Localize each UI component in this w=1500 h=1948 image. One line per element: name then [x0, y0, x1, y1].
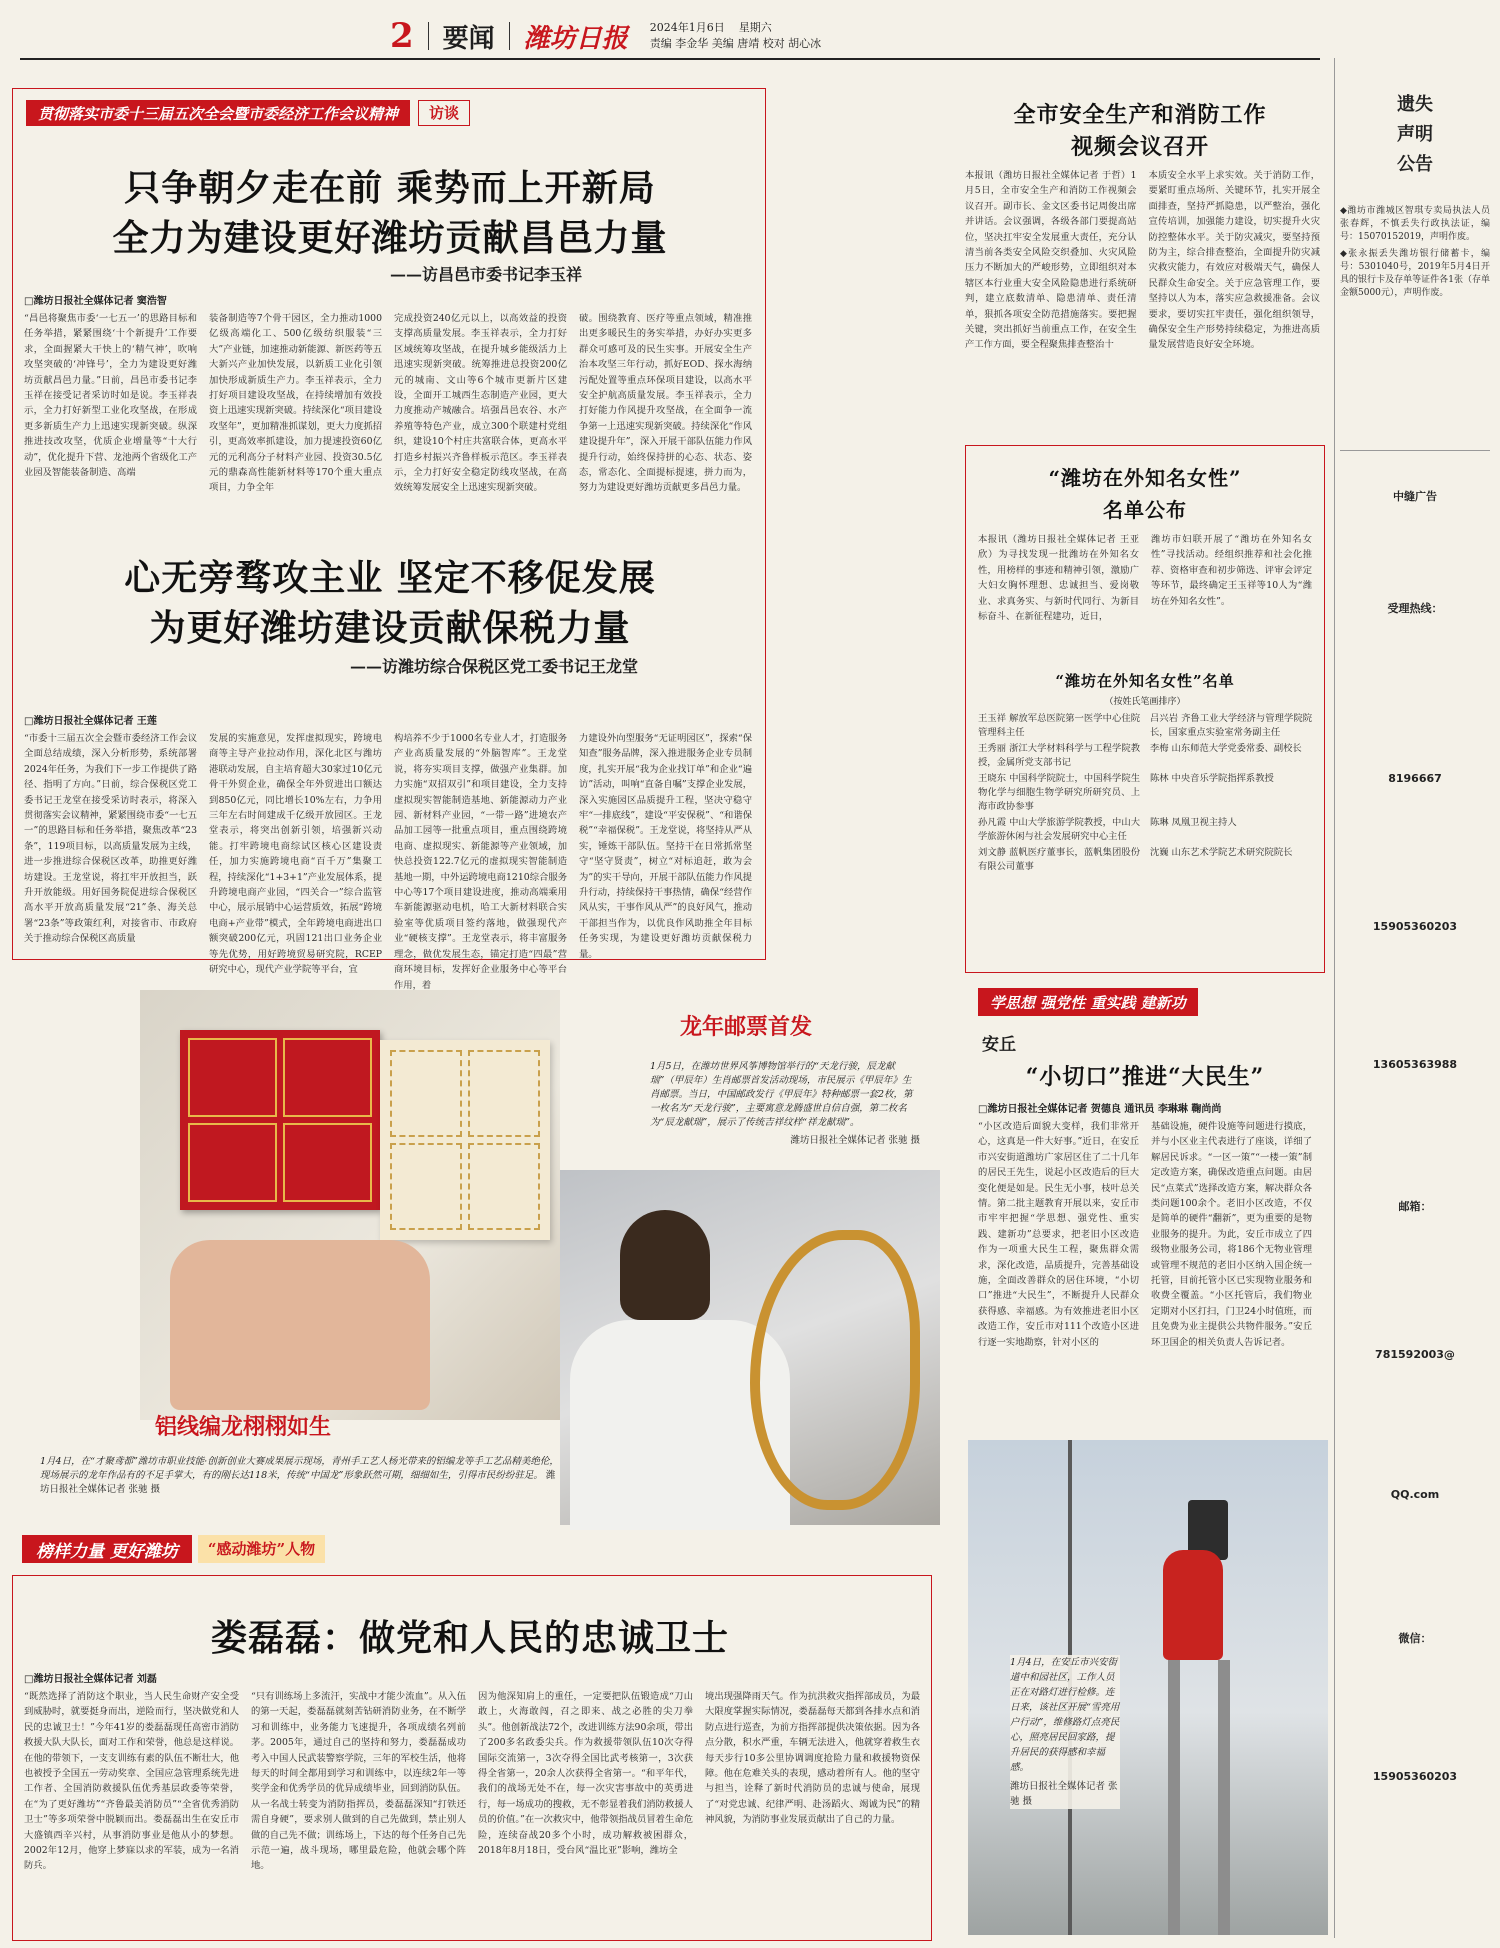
safety-title-2: 视频会议召开	[1070, 134, 1209, 160]
article2-byline: □潍坊日报社全媒体记者 王莲	[24, 716, 157, 727]
hero-byline: □潍坊日报社全媒体记者 刘磊	[24, 1674, 157, 1685]
safety-col: 本质安全水平上求实效。关于消防工作，要紧盯重点场所、关键环节，扎实开展全面排查，坚持严抓隐患，以严整治，强化宣传培训，加强能力建设，切实提升火灾防控整体水平。关于防灾减灾，要坚持预防为主，综合排查整治，全面提升防灾减灾救灾能力，有效应对极端天气，确保人民群众生命安全。关于应急管理工作，要坚持以人为本，落实应急救援准备。会议要求，要切实扛牢责任，强化组织领导，确保安全生产形势持续稳定，为推进高质量发展营造良好安全环境。	[1148, 170, 1320, 351]
safety-title-1: 全市安全生产和消防工作	[1013, 102, 1267, 128]
article2-subtitle: ——访潍坊综合保税区党工委书记王龙堂	[350, 657, 639, 676]
stamp-dragon-icon	[188, 1123, 277, 1202]
red-stamp-sheet	[180, 1030, 380, 1210]
email-value: 781592003@	[1375, 1348, 1455, 1361]
anqiu-byline: □潍坊日报社全媒体记者 贺德良 通讯员 李琳琳 鞠尚尚	[978, 1104, 1222, 1115]
stamp-icon	[390, 1143, 462, 1230]
notice-heading-1: 遗失	[1397, 94, 1433, 115]
hero-col: “既然选择了消防这个职业，当人民生命财产安全受到威胁时，就要挺身而出，逆险而行，坚决做党和人民的忠诚卫士！”今年41岁的娄磊磊现任高密市消防救援大队大队长，面对工作和荣誉，他总是这样说。在他的带领下，一支支训练有素的队伍不断壮大，他也被授予全国五一劳动奖章、全国应急管理系统先进工作者、全国消防救援队伍优秀基层政委等荣誉，在“为了更好潍坊”“齐鲁最美消防员”“全省优秀消防卫士”等多项荣誉中脱颖而出。娄磊磊出生在安丘市大盛镇西辛兴村，从事消防事业是他从小的梦想。2002年12月，他穿上梦寐以求的军装，成为一名消防兵。	[24, 1691, 239, 1872]
list-item: 李梅 山东师范大学党委常委、副校长	[1150, 743, 1302, 754]
article1-body	[24, 292, 752, 532]
women-title-1: “潍坊在外知名女性”	[1048, 466, 1242, 490]
notice-heading-3: 公告	[1397, 154, 1433, 175]
streetlight-caption	[1010, 1655, 1120, 1809]
women-col: 本报讯（潍坊日报社全媒体记者 王亚欣）为寻找发现一批潍坊在外知名女性，用榜样的事迹和精神引领，激励广大妇女胸怀理想、忠诚担当、爱岗敬业、求真务实、与新时代同行、为新目标奋斗、在新征程建功，近日，	[978, 534, 1139, 623]
stamp-icon	[390, 1050, 462, 1137]
lead-credit: 潍坊日报社全媒体记者 张驰 摄	[40, 1470, 556, 1495]
streetlight-caption-text: 1月4日，在安丘市兴安街道中和园社区，工作人员正在对路灯进行检修。连日来，该社区开展“雪亮用户行动”，维修路灯点亮民心，照亮居民回家路，提升居民的获得感和幸福感。	[1010, 1657, 1120, 1773]
wechat-label: 微信：	[1398, 1632, 1432, 1645]
hand-shape	[170, 1240, 430, 1410]
lead-caption-text: 1月4日，在“才聚鸢都”潍坊市职业技能·创新创业大赛成果展示现场，青州手工艺人杨光带来的铝编龙等手工艺品精美绝伦，现场展示的龙年作品有的不足手掌大，有的刚长达118米，传统“中国龙”形象跃然可期，细细如生，引得市民纷纷驻足。	[40, 1456, 559, 1481]
stamp-dragon-icon	[283, 1038, 372, 1117]
hero-headline: 娄磊磊：做党和人民的忠诚卫士	[210, 1617, 729, 1659]
stamp-icon	[468, 1143, 540, 1230]
stamp-icon	[468, 1050, 540, 1137]
notice-heading	[1340, 90, 1490, 180]
article1-col: 破。围绕教育、医疗等重点领域，精准推出更多暖民生的务实举措，办好办实更多群众可感可及的民生实事。开展安全生产治本攻坚三年行动，抓好EOD、探水海纳污配处置等重点环保项目建设，以高水平安全护航高质量发展。李玉祥表示，全力打好能力作风提升攻坚战，在全面争一流争第一上迅速实现新突破。持续深化“作风建设提升年”，深入开展干部队伍能力作风提升行动，始终保持拼的心态、状态、姿态，常态化、全面提标提速，拼力而为，努力为建设更好潍坊贡献更多昌邑力量。	[579, 313, 752, 494]
person-head	[620, 1210, 710, 1320]
page-number: 2	[390, 16, 414, 56]
streetlight-credit: 潍坊日报社全媒体记者 张驰 摄	[1010, 1781, 1118, 1807]
header-info	[650, 20, 821, 52]
anqiu-headline: “小切口”推进“大民生”	[1025, 1064, 1265, 1090]
women-title-2: 名单公布	[1103, 498, 1187, 522]
sidebar	[1334, 58, 1492, 1938]
banner-tag: 访谈	[418, 100, 470, 126]
hero-col: “只有训练场上多流汗，实战中才能少流血”。从入伍的第一天起，娄磊磊就刻苦钻研消防业务，在不断学习和训练中，业务能力飞速提升，各项成绩名列前茅。2005年，通过自己的坚持和努力，娄磊磊成功考入中国人民武装警察学院，三年的军校生活，他将每天的时间全都用到学习和训练中，以连续2年一等奖学金和优秀学员的优异成绩毕业，回到消防队伍。从一名战士转变为消防指挥员，娄磊磊深知“打铁还需自身硬”，要求别人做到的自己先做到，禁止别人做的自己先不做；训练场上，下达的每个任务自己先示范一遍，战斗现场，哪里最危险，他就会哪个阵地。	[251, 1691, 466, 1872]
list-item: 孙凡霞 中山大学旅游学院教授，中山大学旅游休闲与社会发展研究中心主任	[978, 817, 1140, 842]
stamp-dragon-icon	[283, 1123, 372, 1202]
article1-col: 完成投资240亿元以上，以高效益的投资支撑高质量发展。李玉祥表示，全力打好区域统筹攻坚战，在提升城乡能级活力上迅速实现新突破。统筹推进总投资200亿元的城南、文山等6个城市更新片区建设，全面开工城西生态制造产业园，更大力度推动产城融合。培强昌邑农谷、水产养殖等特色产业，成立300个联建村党组织，建设10个村庄共富联合体，更高水平打造乡村振兴齐鲁样板示范区。李玉祥表示，全力打好安全稳定防线攻坚战，在高效统筹发展安全上迅速实现新突破。	[394, 313, 567, 494]
lead-dragon-title: 铝线编龙栩栩如生	[155, 1414, 332, 1440]
divider	[509, 22, 510, 50]
stamp-dragon-icon	[188, 1038, 277, 1117]
article2-col: 构培养不少于1000名专业人才，打造服务产业高质量发展的“外脑智库”。王龙堂说，将夯实项目支撑，做强产业集群。加力实施“双招双引”和项目建设，全力支持虚拟现实智能制造基地、新能源动力产业园、新材料产业园，“一带一路”进境农产品加工园等一批重点项目，重点围绕跨境电商、虚拟现实、新能源等产业领域，加快总投资122.7亿元的虚拟现实智能制造基地一期，中外运跨境电商1210综合服务中心等17个项目建设进度，推动高端乘用车新能源驱动电机，哈工大新材料联合实验室等优质项目签约落地，做强现代产业“硬核支撑”。王龙堂表示，将丰富服务理念，做优发展生态，锚定打造“四最”营商环境目标，发挥好企业服务中心等平台作用，着	[394, 733, 567, 991]
stamp-credit: 潍坊日报社全媒体记者 张驰 摄	[790, 1135, 920, 1146]
lead-caption	[40, 1455, 560, 1497]
banner-title: 贯彻落实市委十三届五次全会暨市委经济工作会议精神	[26, 100, 410, 126]
stamp-title: 龙年邮票首发	[680, 1014, 813, 1040]
list-item: 陈林 中央音乐学院指挥系教授	[1150, 773, 1274, 784]
safety-body	[965, 168, 1320, 430]
list-item: 刘文静 蓝帆医疗董事长，蓝帆集团股份有限公司董事	[978, 847, 1140, 872]
article1-headline-2: 全力为建设更好潍坊贡献昌邑力量	[112, 217, 668, 259]
phone-2: 15905360203	[1372, 920, 1458, 933]
list-item: ◆张永振丢失潍坊银行储蓄卡，编号：5301040号，2019年5月4日开具的银行卡及存单等证件各1张（存单金额5000元），声明作废。	[1340, 249, 1490, 298]
divider	[1340, 450, 1490, 451]
dragon-craft-photo	[560, 1170, 940, 1525]
article2-headline: 心无旁骛攻主业 坚定不移促发展	[124, 557, 656, 599]
ad-label: 中缝广告	[1393, 490, 1437, 503]
anqiu-body	[978, 1100, 1312, 1410]
phone-3: 13605363988	[1372, 1058, 1458, 1071]
stamp-photo	[140, 990, 560, 1420]
women-col: 潍坊市妇联开展了“潍坊在外知名女性”寻找活动。经组织推荐和社会化推荐、资格审查和初步筛选、评审会评定等环节，最终确定王玉祥等10人为“潍坊在外知名女性”。	[1151, 534, 1312, 607]
list-item: ◆潍坊市潍城区智琪专卖局执法人员张春辉，不慎丢失行政执法证，编号：15070152019，声明作废。	[1340, 206, 1490, 242]
list-item: 王玉祥 解放军总医院第一医学中心住院管理科主任	[978, 713, 1140, 738]
hotline-label: 受理热线：	[1387, 602, 1443, 615]
women-name-list	[978, 712, 1312, 966]
list-item: 吕兴岩 齐鲁工业大学经济与管理学院院长，国家重点实验室常务副主任	[1150, 713, 1312, 738]
stamp-caption-text: 1月5日，在潍坊世界风筝博物馆举行的“天龙行骏，辰龙献瑞”（甲辰年）生肖邮票首发活动现场，市民展示《甲辰年》生肖邮票。当日，中国邮政发行《甲辰年》特种邮票一套2枚，第一枚名为“天龙行骏”，主要寓意龙腾盛世自信自强，第二枚名为“辰龙献瑞”，展示了传统吉祥纹样“祥龙献瑞”。	[650, 1061, 913, 1128]
women-list-note: （按姓氏笔画排序）	[1104, 697, 1186, 707]
article1-col: 装备制造等7个骨干园区，全力推动1000亿级高端化工、500亿级纺织服装“三大”产业链，加速推动新能源、新医药等五大新兴产业加快发展，以新质工业化引领加快形成新质生产力。李玉祥表示，全力打好项目建设攻坚战，在持续增加有效投资上迅速实现新突破。持续深化“项目建设攻坚年”，更加精准抓谋划，更大力度抓招引，更高效率抓建设，加力提速投资60亿元的元利高分子材料产业园、投资30.5亿元的鼎森高性能新材料等170个重大重点项目，力争全年	[209, 313, 382, 494]
list-item: 沈巍 山东艺术学院艺术研究院院长	[1150, 847, 1293, 858]
article1-col: “昌邑将聚焦市委‘一七五一’的思路目标和任务举措，紧紧围绕‘十个新提升’工作要求，全面握紧大干快上的‘精气神’，吹响攻坚突破的‘冲锋号’，全力为建设更好潍坊贡献昌邑力量。”日前，昌邑市委书记李玉祥在接受记者采访时如是说。李玉祥表示，全力打好新型工业化攻坚战，在形成更多新质生产力上迅速实现新突破。纵深推进技改攻坚，优质企业增量等“十大行动”，优化提升下营、龙池两个省级化工产业园及智能装备制造、高端	[24, 313, 197, 479]
topic-banner	[26, 100, 470, 126]
hero-col: 因为他深知肩上的重任，一定要把队伍锻造成“刀山敢上，火海敢闯，召之即来、战之必胜的尖刀拳头”。他创新战法72个，改进训练方法90余项，带出了200多名政委尖兵。作为救援带领队伍10次夺得国际交流第一，3次夺得全国比武考核第一，3次获得全省第一，20余人次获得全省第一。“和平年代，我们的战场无处不在，每一次灾害事故中的英勇进行，每一场成功的搜救，无不彰显着我们消防救援人员的价值。”在一次救灾中，他带领指战员冒着生命危险，连续奋战20多个小时，成功解救被困群众，2018年8月18日，受台风“温比亚”影响，潍坊全	[478, 1691, 693, 1857]
article2-col: “市委十三届五次全会暨市委经济工作会议全面总结成绩，深入分析形势，系统部署2024年任务，为我们下一步工作提供了路径、指明了方向。”日前，综合保税区党工委书记王龙堂在接受采访时表示，将深入贯彻落实会议精神，紧紧围绕市委“一七五一”的思路目标和任务举措，聚焦改革“23条”，119项目标，以高质量发展为主线，进一步推进综合保税区改革，助推更好潍坊建设。王龙堂说，将扛牢开放担当，跃升开放能级。用好国务院促进综合保税区高水平开放高质量发展“21”条、海关总署“23条”等政策红利，对接省市、市政府关于推动综合保税区高质量	[24, 733, 197, 945]
list-item: 王晓东 中国科学院院士，中国科学院生物化学与细胞生物学研究所研究员、上海市政协参事	[978, 773, 1140, 812]
stamp-caption	[650, 1060, 920, 1148]
anqiu-col: 基础设施，硬件设施等问题进行摸底，并与小区业主代表进行了座谈，详细了解居民诉求。“一区一策”“一楼一策”制定改造方案，确保改造重点问题。由居民“点菜式”选择改造方案，解决群众各类问题100余个。老旧小区改造，不仅是简单的硬件“翻新”，更为重要的是物业服务的提升。为此，安丘市成立了四级物业服务公司，将186个无物业管理或管理不规范的老旧小区纳入国企统一托管，目前托管小区已实现物业服务和收费全覆盖。“小区托管后，我们物业定期对小区打扫，门卫24小时值班，而且免费为业主提供公共物件服务。”安丘环卫国企的相关负责人告诉记者。	[1151, 1121, 1312, 1348]
article1-headline: 只争朝夕走在前 乘势而上开新局	[124, 167, 656, 209]
hero-col: 境出现强降雨天气。作为抗洪救灾指挥部成员，为最大限度掌握实际情况，娄磊磊每天都到各排水点和消防点进行巡查，为前方指挥部提供决策依据。因为各点分散，积水严重，车辆无法进入，他就穿着救生衣每天步行10多公里协调调度抢险力量和救援物资保障。他在危难关头的表现，感动着所有人。他的坚守与担当，诠释了新时代消防员的忠诚与使命，展现了“对党忠诚、纪律严明、赴汤蹈火、竭诚为民”的精神风貌，为消防事业发展贡献出了自己的力量。	[705, 1691, 920, 1826]
masthead: 潍坊日报	[523, 23, 628, 54]
hero-body	[24, 1670, 920, 1932]
safety-col: 本报讯（潍坊日报社全媒体记者 于哲）1月5日，全市安全生产和消防工作视频会议召开。副市长、金文区委书记周俊出席并讲话。会议强调，各级各部门要提高站位，坚决扛牢安全发展重大责任，充分认清当前各类安全风险交织叠加、火灾风险压力不断加大的严峻形势，立即组织对本辖区本行业重大安全风险隐患进行系统研判，建立底数清单、隐患清单、责任清单，狠抓各项安全防范措施落实。要把握关键，突出抓好当前重点工作，在安全生产工作方面，要全程聚焦排查整治十	[965, 170, 1137, 351]
worker	[1163, 1550, 1223, 1660]
notice-heading-2: 声明	[1397, 124, 1433, 145]
dragon-sculpture	[750, 1230, 920, 1510]
hero-bar-tag: “感动潍坊”人物	[198, 1535, 325, 1563]
article2-headline-2: 为更好潍坊建设贡献保税力量	[149, 607, 631, 649]
list-item: 陈琳 凤凰卫视主持人	[1150, 817, 1237, 828]
ladder-rail	[1218, 1660, 1230, 1935]
wechat-value: 15905360203	[1372, 1770, 1458, 1783]
women-list-title: “潍坊在外知名女性”名单	[1055, 672, 1235, 690]
ladder-rail	[1168, 1660, 1180, 1935]
hero-banner	[22, 1535, 325, 1563]
hero-bar-title: 榜样力量 更好潍坊	[22, 1535, 192, 1563]
article2-col: 发展的实施意见，发挥虚拟现实，跨境电商等主导产业拉动作用，深化北区与潍坊港联动发展，自主培育超大30家过10亿元骨干外贸企业，确保全年外贸进出口额达到850亿元，同比增长10%左右，力争用三年左右时间建成千亿级开放园区。王龙堂表示，将突出创新引领，培强新兴动能。打牢跨境电商综试区核心区建设责任，加力实施跨境电商“百千万”集聚工程，持续深化“1+3+1”产业发展体系，提升跨境电商产业园，“四关合一”综合监管中心，展示展销中心运营质效，拓展“跨境电商+产业带”模式，全年跨境电商进出口额突破200亿元，巩固121出口业务企业等先优势，用好跨境贸易研究院，RCEP研究中心，现代产业学院等平台，宜	[209, 733, 382, 976]
issue-date: 2024年1月6日	[649, 21, 725, 34]
white-stamp-sheet	[380, 1040, 550, 1240]
article2-col: 力建设外向型服务“无证明园区”，探索“保知查”服务品牌，深入推进服务企业专员制度，扎实开展“我为企业找订单”和企业“遍访”活动，叫响“直备自嘱”支撑企业发展，深入实施园区品质提升工程，坚决守稳守牢“一排底线”，建设“平安保税”、“和谐保税”“幸福保税”。王龙堂说，将坚持从严从实，锤炼干部队伍。坚持干在日常抓常坚守“坚守贤责”，树立“对标追赶，敢为会为”的实干导向，开展干部队伍能力作风提升行动，持续保持干事热情，确保“经营作风从实，干事作风从严”的良好风气，推动干部担当作为，以优良作风助推全年目标任务实现，为建设更好潍坊贡献保税力量。	[579, 733, 752, 960]
anqiu-col: “小区改造后面貌大变样，我们非常开心，这真是一件大好事。”近日，在安丘市兴安街道潍坊广家居区住了二十几年的居民王先生，说起小区改造后的巨大变化便是如是。民生无小事，枝叶总关情。第二批主题教育开展以来，安丘市市牢牢把握“学思想、强党性、重实践、建新功”总要求，把老旧小区改造作为一项重大民生工程，聚焦群众需求，深化改造，品质提升，完善基础设施，全面改善群众的居住环境，“小切口”推进“大民生”，不断提升人民群众获得感、幸福感。为有效推进老旧小区改造工作，安丘市对111个改造小区进行逐一实地勘察，针对小区的	[978, 1121, 1139, 1348]
section-name: 要闻	[442, 23, 495, 54]
anqiu-location: 安丘	[982, 1035, 1016, 1055]
women-body	[978, 532, 1312, 656]
email-domain: QQ.com	[1390, 1488, 1440, 1501]
divider	[428, 22, 429, 50]
notice-list	[1340, 205, 1490, 300]
phone-1: 8196667	[1388, 772, 1442, 785]
article1-byline: □潍坊日报社全媒体记者 窦浩智	[24, 296, 167, 307]
anqiu-bar: 学思想 强党性 重实践 建新功	[978, 988, 1198, 1016]
article1-subtitle: ——访昌邑市委书记李玉祥	[390, 265, 583, 284]
page-header	[20, 14, 1320, 60]
list-item: 王秀丽 浙江大学材料科学与工程学院教授，金属所党支部书记	[978, 743, 1140, 768]
weekday: 星期六	[738, 21, 772, 34]
article2-body	[24, 712, 752, 991]
editors: 责编 李金华 美编 唐靖 校对 胡心冰	[649, 37, 822, 50]
email-label: 邮箱：	[1398, 1200, 1432, 1213]
